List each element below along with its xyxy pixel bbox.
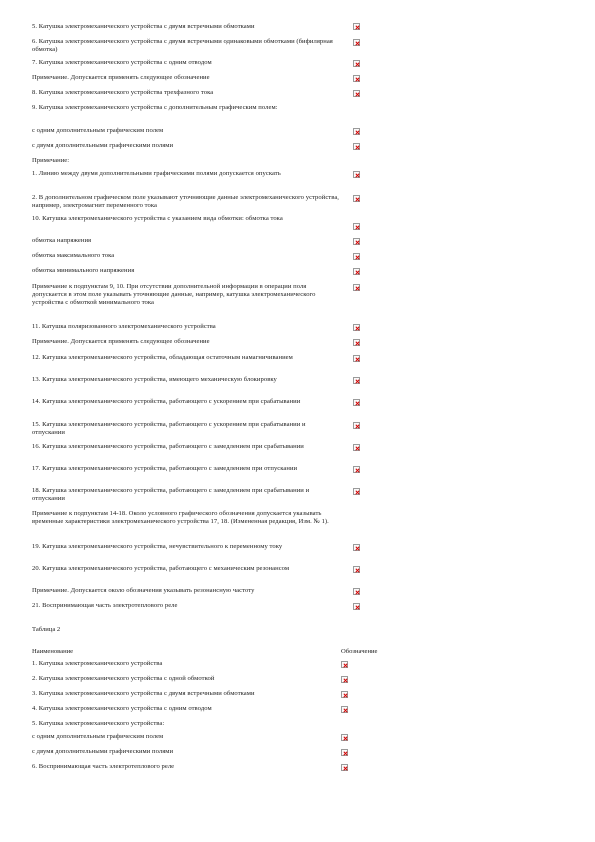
list-item: 5. Катушка электромеханического устройства с двумя встречными обмотками — [32, 23, 255, 30]
broken-image-icon — [353, 488, 360, 495]
broken-image-icon — [353, 128, 360, 135]
list-item: Примечание к подпунктам 9, 10. При отсутствии дополнительной информации в операции поля допускается в этом поле указывать уточняющие данные, например, катушка электромеханического устройства с обмоткой минимального тока — [32, 283, 316, 306]
broken-image-icon — [353, 603, 360, 610]
list-item: 9. Катушка электромеханического устройства с дополнительным графическим полем: — [32, 104, 278, 111]
broken-image-icon — [353, 339, 360, 346]
broken-image-icon — [341, 734, 348, 741]
broken-image-icon — [353, 566, 360, 573]
table-row: 6. Воспринимающая часть электротеплового реле — [32, 763, 175, 770]
list-item: Примечание. Допускается применять следующее обозначение — [32, 338, 210, 345]
list-item: 21. Воспринимающая часть электротеплового реле — [32, 602, 178, 609]
broken-image-icon — [341, 749, 348, 756]
list-item: с двумя дополнительными графическими полями — [32, 142, 174, 149]
table-row: 3. Катушка электромеханического устройства с двумя встречными обмотками — [32, 690, 255, 697]
broken-image-icon — [353, 75, 360, 82]
list-item: 17. Катушка электромеханического устройства, работающего с замедлением при отпускании — [32, 465, 298, 472]
broken-image-icon — [353, 268, 360, 275]
list-item: Примечание: — [32, 157, 70, 164]
broken-image-icon — [353, 23, 360, 30]
broken-image-icon — [353, 238, 360, 245]
broken-image-icon — [341, 691, 348, 698]
list-item: обмотка напряжения — [32, 237, 92, 244]
list-item: 6. Катушка электромеханического устройства с двумя встречными одинаковыми обмотками (бифилярная обмотка) — [32, 38, 333, 53]
broken-image-icon — [353, 377, 360, 384]
broken-image-icon — [353, 544, 360, 551]
list-item: обмотка минимального напряжения — [32, 267, 135, 274]
list-item: Примечание к подпунктам 14-18. Около условного графического обозначения допускается указывать временные характеристики электромеханического устройства 17, 18. (Измененная редакция, Изм. № 1). — [32, 510, 329, 525]
broken-image-icon — [353, 399, 360, 406]
broken-image-icon — [353, 444, 360, 451]
list-item: 15. Катушка электромеханического устройства, работающего с ускорением при срабатывании и отпускании — [32, 421, 306, 436]
broken-image-icon — [353, 466, 360, 473]
list-item: 7. Катушка электромеханического устройства с одним отводом — [32, 59, 212, 66]
broken-image-icon — [353, 171, 360, 178]
broken-image-icon — [353, 143, 360, 150]
broken-image-icon — [341, 676, 348, 683]
broken-image-icon — [353, 422, 360, 429]
table-row: с двумя дополнительными графическими полями — [32, 748, 174, 755]
broken-image-icon — [341, 661, 348, 668]
list-item: 18. Катушка электромеханического устройства, работающего с замедлением при срабатывании и отпускании — [32, 487, 310, 502]
column-header-name: Наименование — [32, 648, 74, 655]
broken-image-icon — [353, 253, 360, 260]
list-item: 1. Линию между двумя дополнительными графическими полями допускается опускать — [32, 170, 281, 177]
list-item: 2. В дополнительном графическом поле указывают уточняющие данные электромеханического устройства, например, электромагнит переменного тока — [32, 194, 339, 209]
list-item: 11. Катушка поляризованного электромеханического устройства — [32, 323, 216, 330]
list-item: 13. Катушка электромеханического устройства, имеющего механическую блокировку — [32, 376, 277, 383]
column-header-symbol: Обозначение — [341, 648, 378, 655]
broken-image-icon — [341, 706, 348, 713]
broken-image-icon — [353, 284, 360, 291]
broken-image-icon — [353, 195, 360, 202]
list-item: 10. Катушка электромеханического устройства с указанием вида обмотки: обмотка тока — [32, 215, 283, 222]
list-item: 14. Катушка электромеханического устройства, работающего с ускорением при срабатывании — [32, 398, 301, 405]
list-item: Примечание. Допускается около обозначения указывать резонансную частоту — [32, 587, 255, 594]
broken-image-icon — [341, 764, 348, 771]
list-item: 19. Катушка электромеханического устройства, нечувствительного к переменному току — [32, 543, 283, 550]
list-item: 16. Катушка электромеханического устройства, работающего с замедлением при срабатывании — [32, 443, 304, 450]
table-row: с одним дополнительным графическим полем — [32, 733, 164, 740]
broken-image-icon — [353, 60, 360, 67]
broken-image-icon — [353, 223, 360, 230]
broken-image-icon — [353, 355, 360, 362]
table-row: 4. Катушка электромеханического устройства с одним отводом — [32, 705, 212, 712]
list-item: 12. Катушка электромеханического устройства, обладающая остаточным намагничиванием — [32, 354, 293, 361]
table-caption: Таблица 2 — [32, 626, 61, 633]
list-item: 20. Катушка электромеханического устройства, работающего с механическим резонансом — [32, 565, 290, 572]
broken-image-icon — [353, 588, 360, 595]
broken-image-icon — [353, 324, 360, 331]
list-item: Примечание. Допускается применять следующее обозначение — [32, 74, 210, 81]
broken-image-icon — [353, 39, 360, 46]
broken-image-icon — [353, 90, 360, 97]
list-item: 8. Катушка электромеханического устройства трехфазного тока — [32, 89, 214, 96]
table-row: 1. Катушка электромеханического устройства — [32, 660, 163, 667]
list-item: с одним дополнительным графическим полем — [32, 127, 164, 134]
table-row: 5. Катушка электромеханического устройства: — [32, 720, 165, 727]
table-row: 2. Катушка электромеханического устройства с одной обмоткой — [32, 675, 215, 682]
list-item: обмотка максимального тока — [32, 252, 115, 259]
